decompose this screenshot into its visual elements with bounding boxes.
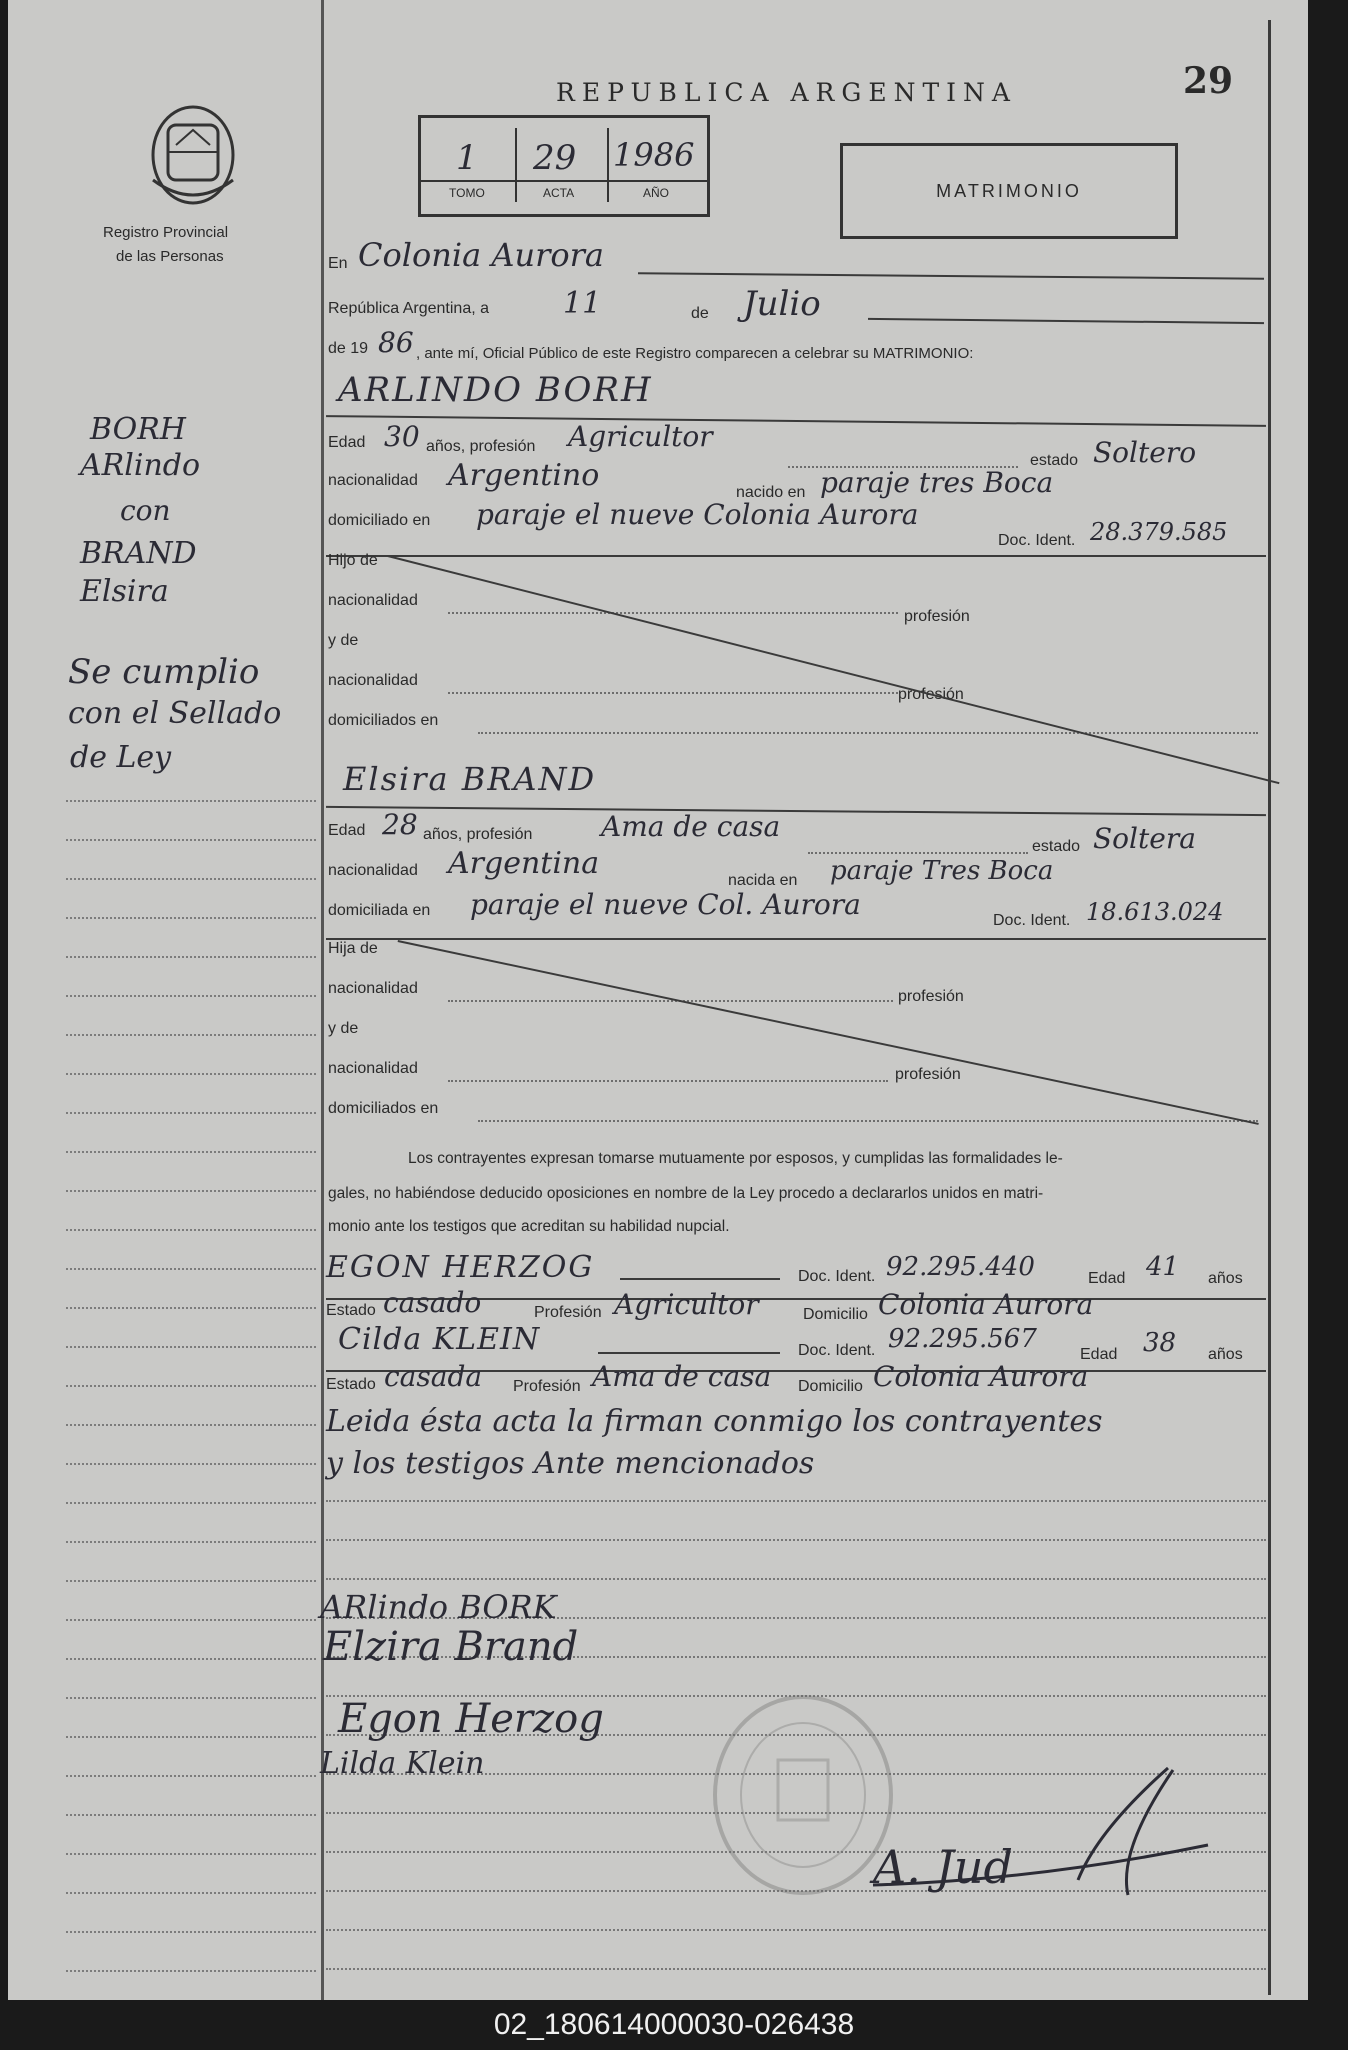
witness-2-anios-label: años — [1208, 1346, 1243, 1363]
groom-doc: 28.379.585 — [1090, 518, 1228, 546]
bride-hija-label: Hija de — [328, 940, 378, 957]
witness-1-profesion: Agricultor — [614, 1288, 759, 1321]
margin-ruled-line — [66, 1229, 316, 1231]
witness-1-estado-label: Estado — [326, 1302, 376, 1319]
groom-domicilio: paraje el nueve Colonia Aurora — [476, 498, 919, 531]
bride-nac-label-1: nacionalidad — [328, 980, 418, 997]
acta-value: 29 — [533, 138, 577, 178]
margin-name-5: Elsira — [80, 574, 169, 609]
tomo-label: TOMO — [449, 186, 485, 200]
register-page — [8, 0, 1308, 2000]
witness-1-profesion-label: Profesión — [534, 1304, 602, 1321]
groom-yde-label: y de — [328, 632, 359, 649]
bride-profesion: Ama de casa — [601, 810, 781, 843]
groom-domiciliado-label: domiciliado en — [328, 512, 431, 529]
margin-ruled-line — [66, 1073, 316, 1075]
margin-name-4: BRAND — [80, 536, 197, 571]
bride-domiciliada-label: domiciliada en — [328, 902, 431, 919]
margin-note-3: de Ley — [70, 740, 172, 775]
margin-ruled-line — [66, 1190, 316, 1192]
margin-ruled-line — [66, 1502, 316, 1504]
witness-2-estado-label: Estado — [326, 1376, 376, 1393]
place-value: Colonia Aurora — [358, 236, 604, 274]
tomo-acta-box — [418, 115, 710, 217]
margin-ruled-line — [66, 839, 316, 841]
margin-ruled-line — [66, 1268, 316, 1270]
tomo-value: 1 — [456, 138, 478, 178]
year-suffix: 86 — [378, 326, 414, 359]
witness-1-domicilio-label: Domicilio — [803, 1306, 868, 1323]
margin-ruled-line — [66, 878, 316, 880]
witness-2-domicilio-label: Domicilio — [798, 1378, 863, 1395]
witness-2-name: Cilda KLEIN — [338, 1322, 541, 1357]
groom-estado: Soltero — [1093, 436, 1197, 469]
right-border — [1268, 20, 1271, 1995]
act-type: MATRIMONIO — [936, 180, 1082, 201]
groom-domiciliados-label: domiciliados en — [328, 712, 439, 729]
margin-ruled-line — [66, 1658, 316, 1660]
signature-groom: ARlindo BORK — [320, 1588, 557, 1626]
witness-1-estado: casado — [383, 1286, 482, 1319]
month-value: Julio — [743, 284, 821, 324]
margin-name-3: con — [120, 494, 171, 527]
margin-ruled-line — [66, 1892, 316, 1894]
margin-name-1: BORH — [90, 412, 186, 447]
margin-ruled-line — [66, 1697, 316, 1699]
margin-ruled-line — [66, 1034, 316, 1036]
witness-1-edad-label: Edad — [1088, 1270, 1126, 1287]
witness-2-estado: casada — [384, 1360, 483, 1393]
witness-2-edad: 38 — [1143, 1328, 1177, 1358]
declaration-line-2: gales, no habiéndose deducido oposiciones en nombre de la Ley procedo a declararlos unidos en matri- — [328, 1185, 1044, 1202]
act-type-box — [840, 143, 1178, 239]
margin-ruled-line — [66, 1931, 316, 1933]
bride-prof-label-2: profesión — [895, 1066, 961, 1083]
groom-edad-label: Edad — [328, 434, 366, 451]
bride-domicilio: paraje el nueve Col. Aurora — [470, 888, 861, 921]
groom-prof-label-2: profesión — [898, 686, 964, 703]
scan-id: 02_180614000030-026438 — [0, 2000, 1348, 2050]
bride-estado-label: estado — [1032, 838, 1081, 855]
signature-witness-1: Egon Herzog — [338, 1696, 604, 1742]
en-label: En — [328, 255, 348, 272]
margin-note-1: Se cumplio — [68, 652, 260, 692]
bride-nacionalidad-label: nacionalidad — [328, 862, 418, 879]
margin-ruled-line — [66, 1541, 316, 1543]
signature-witness-2: Lilda Klein — [320, 1746, 485, 1781]
document-title: REPUBLICA ARGENTINA — [556, 78, 1017, 107]
signature-official: A. Jud — [873, 1840, 1013, 1894]
bride-edad: 28 — [382, 808, 418, 841]
margin-ruled-line — [66, 1970, 316, 1972]
margin-ruled-line — [66, 1619, 316, 1621]
groom-doc-label: Doc. Ident. — [998, 532, 1076, 549]
margin-ruled-line — [66, 1346, 316, 1348]
closing-line-1: Leida ésta acta la firman conmigo los contrayentes — [326, 1404, 1103, 1439]
coat-of-arms-icon — [138, 100, 248, 210]
margin-ruled-line — [66, 1853, 316, 1855]
margin-ruled-line — [66, 1385, 316, 1387]
groom-nacido: paraje tres Boca — [820, 466, 1054, 499]
witness-2-domicilio: Colonia Aurora — [873, 1360, 1089, 1393]
bride-doc: 18.613.024 — [1086, 898, 1224, 926]
witness-1-doc: 92.295.440 — [886, 1252, 1035, 1282]
body-ruled-line — [326, 1929, 1266, 1931]
bride-nacida: paraje Tres Boca — [830, 856, 1054, 886]
margin-name-2: ARlindo — [80, 448, 201, 483]
declaration-line-1: Los contrayentes expresan tomarse mutuamente por esposos, y cumplidas las formalidades le- — [408, 1150, 1063, 1167]
body-ruled-line — [326, 1500, 1266, 1502]
closing-line-2: y los testigos Ante mencionados — [326, 1446, 815, 1481]
groom-nacionalidad: Argentino — [448, 458, 600, 493]
year-prefix: de 19 — [328, 340, 369, 357]
witness-2-doc-label: Doc. Ident. — [798, 1342, 876, 1359]
margin-ruled-line — [66, 956, 316, 958]
signature-bride: Elzira Brand — [323, 1624, 579, 1670]
witness-1-domicilio: Colonia Aurora — [878, 1288, 1094, 1321]
margin-ruled-line — [66, 995, 316, 997]
declaration-line-3: monio ante los testigos que acreditan su habilidad nupcial. — [328, 1218, 730, 1235]
groom-nacido-label: nacido en — [736, 484, 806, 501]
witness-1-edad: 41 — [1146, 1252, 1180, 1282]
margin-ruled-line — [66, 1775, 316, 1777]
groom-nac-label-2: nacionalidad — [328, 672, 418, 689]
body-ruled-line — [326, 1578, 1266, 1580]
bride-estado: Soltera — [1093, 822, 1196, 855]
groom-name: ARLINDO BORH — [338, 370, 653, 410]
groom-estado-label: estado — [1030, 452, 1079, 469]
witness-1-name: EGON HERZOG — [326, 1250, 595, 1285]
republica-label: República Argentina, a — [328, 300, 489, 317]
registry-name-line-1: Registro Provincial — [103, 224, 229, 241]
acta-label: ACTA — [543, 186, 575, 200]
groom-edad: 30 — [384, 420, 420, 453]
margin-ruled-line — [66, 800, 316, 802]
bride-anios-profesion: años, profesión — [423, 826, 533, 843]
witness-2-profesion: Ama de casa — [592, 1360, 772, 1393]
groom-profesion: Agricultor — [568, 420, 713, 453]
witness-2-edad-label: Edad — [1080, 1346, 1118, 1363]
margin-divider — [321, 0, 324, 2000]
intro-text: , ante mí, Oficial Público de este Registro comparecen a celebrar su MATRIMONIO: — [416, 345, 974, 362]
official-signature-flourish — [868, 1760, 1218, 1910]
bride-nacionalidad: Argentina — [448, 846, 600, 881]
bride-nacida-label: nacida en — [728, 872, 798, 889]
bride-yde-label: y de — [328, 1020, 359, 1037]
margin-ruled-line — [66, 1307, 316, 1309]
margin-ruled-line — [66, 1424, 316, 1426]
body-ruled-line — [326, 1539, 1266, 1541]
bride-edad-label: Edad — [328, 822, 366, 839]
margin-note-2: con el Sellado — [68, 696, 282, 731]
margin-ruled-line — [66, 1112, 316, 1114]
anio-label: AÑO — [643, 186, 670, 200]
margin-ruled-line — [66, 1463, 316, 1465]
anio-value: 1986 — [613, 136, 695, 174]
margin-ruled-line — [66, 917, 316, 919]
margin-ruled-line — [66, 1151, 316, 1153]
margin-ruled-line — [66, 1736, 316, 1738]
bride-name: Elsira BRAND — [343, 760, 597, 798]
bride-prof-label-1: profesión — [898, 988, 964, 1005]
groom-hijo-label: Hijo de — [328, 552, 378, 569]
groom-nac-label-1: nacionalidad — [328, 592, 418, 609]
margin-ruled-line — [66, 1580, 316, 1582]
witness-1-doc-label: Doc. Ident. — [798, 1268, 876, 1285]
de-label: de — [691, 305, 709, 322]
witness-2-doc: 92.295.567 — [888, 1324, 1037, 1354]
body-ruled-line — [326, 1968, 1266, 1970]
bride-nac-label-2: nacionalidad — [328, 1060, 418, 1077]
groom-prof-label-1: profesión — [904, 608, 970, 625]
page-number: 29 — [1183, 60, 1234, 102]
bride-domiciliados-label: domiciliados en — [328, 1100, 439, 1117]
registry-name-line-2: de las Personas — [116, 248, 224, 265]
groom-nacionalidad-label: nacionalidad — [328, 472, 418, 489]
groom-anios-profesion: años, profesión — [426, 438, 536, 455]
bride-doc-label: Doc. Ident. — [993, 912, 1071, 929]
witness-2-profesion-label: Profesión — [513, 1378, 581, 1395]
margin-ruled-line — [66, 1814, 316, 1816]
witness-1-anios-label: años — [1208, 1270, 1243, 1287]
day-value: 11 — [563, 286, 602, 321]
